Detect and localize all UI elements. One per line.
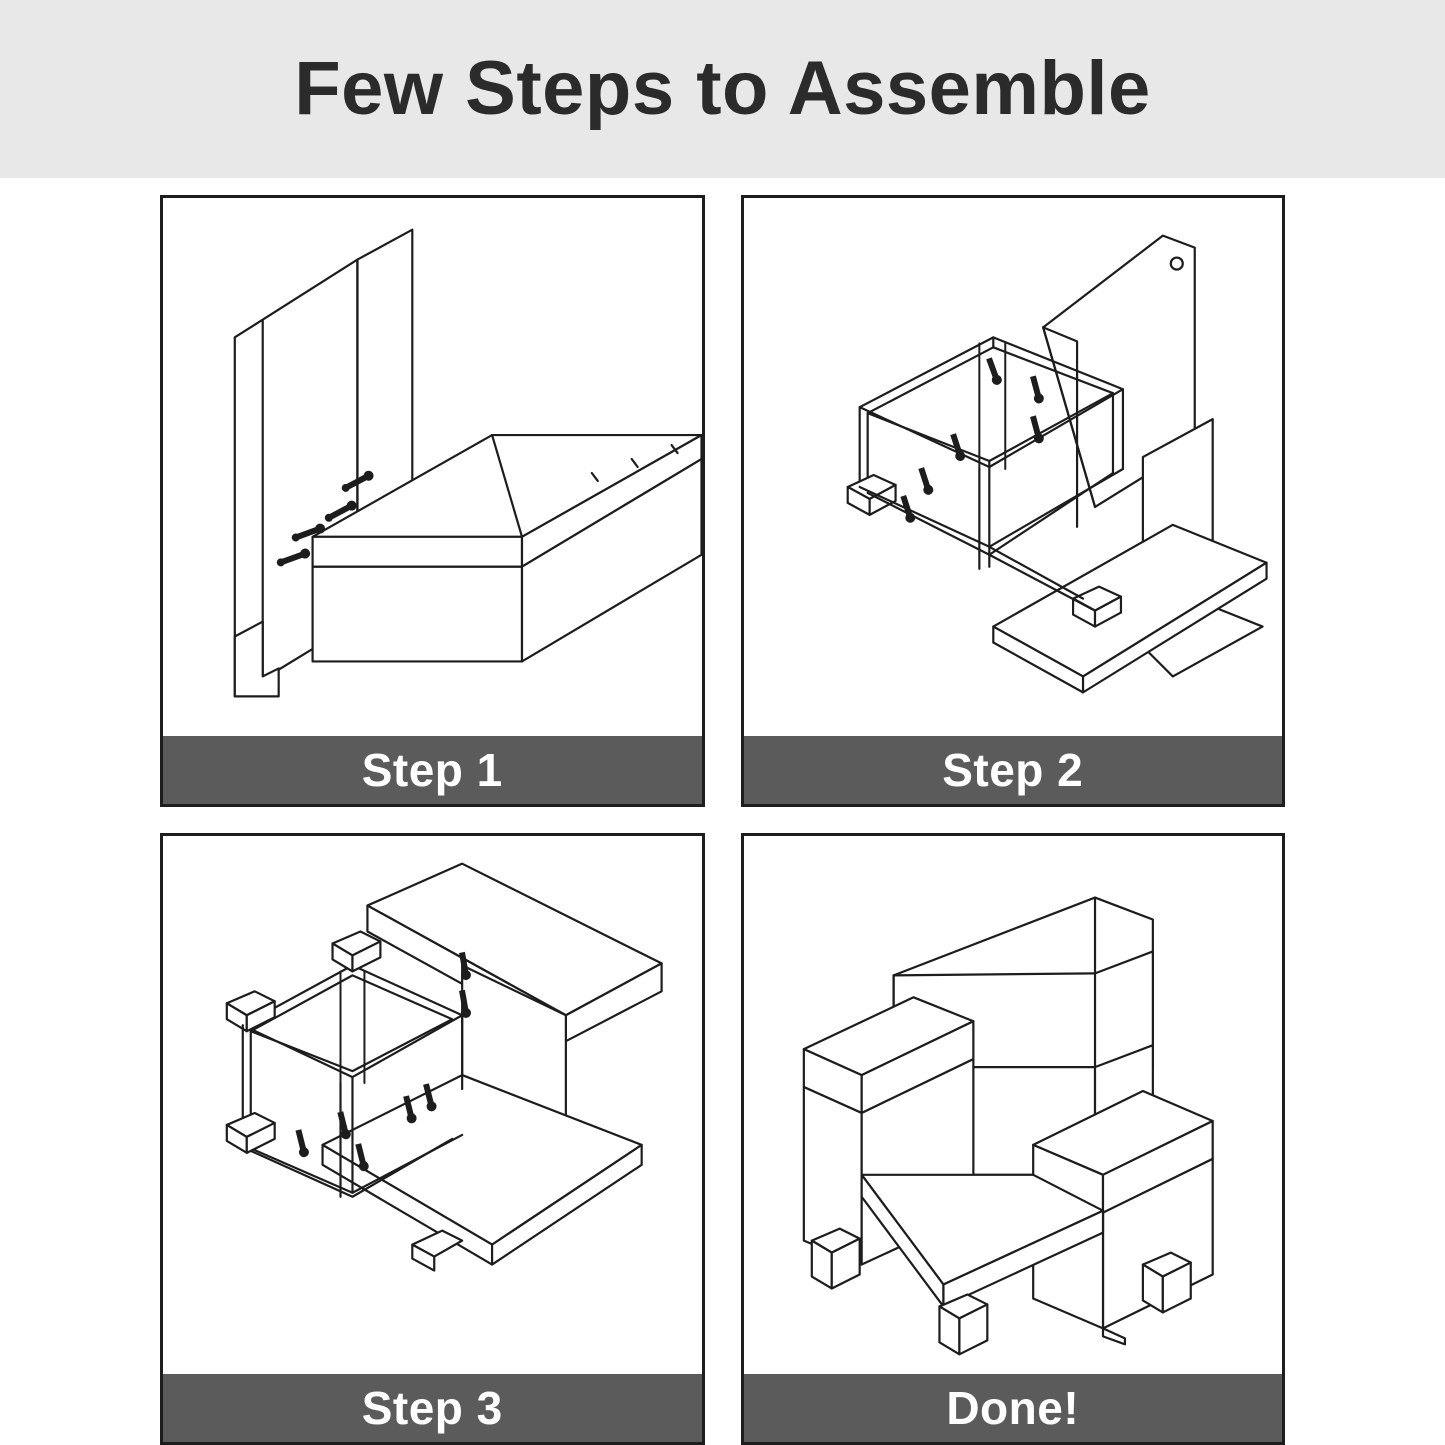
step-3-illustration	[163, 836, 702, 1374]
step-1-illustration	[163, 198, 702, 736]
done-illustration	[744, 836, 1283, 1374]
step-panel-3	[160, 833, 705, 1445]
header-banner	[0, 0, 1445, 178]
step-panel-4	[741, 833, 1286, 1445]
page-title: Few Steps to Assemble	[294, 46, 1151, 131]
steps-grid	[0, 195, 1445, 1445]
step-2-illustration	[744, 198, 1283, 736]
step-panel-2	[741, 195, 1286, 807]
done-caption: Done!	[744, 1374, 1283, 1442]
step-2-caption: Step 2	[744, 736, 1283, 804]
step-1-caption: Step 1	[163, 736, 702, 804]
step-panel-1	[160, 195, 705, 807]
step-3-caption: Step 3	[163, 1374, 702, 1442]
